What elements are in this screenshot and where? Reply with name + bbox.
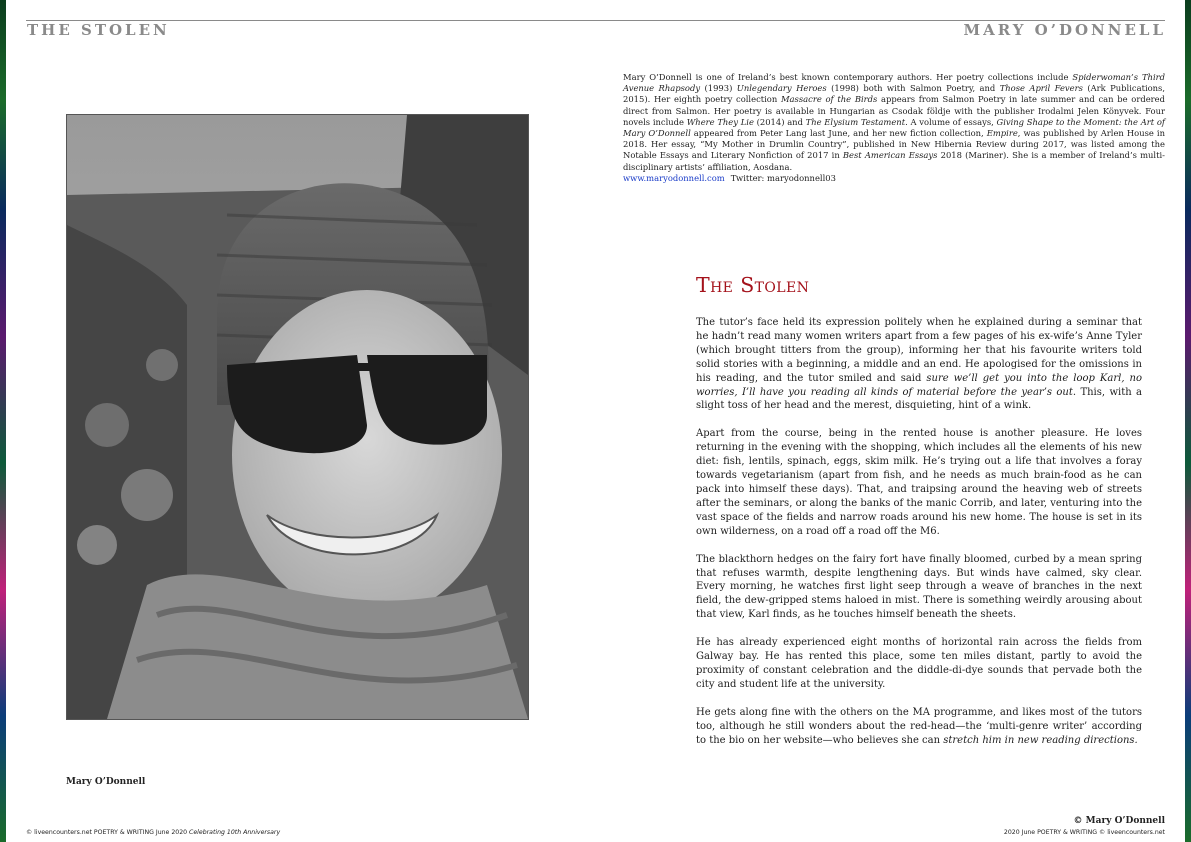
footer-left-text: © liveencounters.net POETRY & WRITING June 2020	[26, 829, 190, 836]
bio-text: Mary O’Donnell is one of Ireland’s best known contemporary authors. Her poetry collections include	[623, 72, 1073, 82]
bio-book-title: Spiderwoman’s Third Avenue Rhapsody	[623, 72, 1165, 94]
photo-caption: Mary O’Donnell	[66, 777, 146, 787]
story-text: He gets along fine with the others on the MA programme, and likes most of the tutors too, although he still wonders about the red-head—the ‘multi-genre writer’ according to the bio on her website—who believes she can	[696, 706, 1142, 746]
story-paragraph: The blackthorn hedges on the fairy fort have finally bloomed, curbed by a mean spring that refuses warmth, despite lengthening days. But winds have calmed, sky clear. Every morning, he watches first light seep through a weave of branches in the next field, the dew-gripped stems haloed in mist. There is something weirdly arousing about that view, Karl finds, as he touches himself beneath the sheets.	[696, 553, 1142, 621]
author-bio	[623, 72, 1165, 184]
story-text: The tutor’s face held its expression politely when he explained during a seminar that he hadn’t read many women writers apart from a few pages of his ex-wife’s Anne Tyler (which brought titters from the group), informing her that his favourite writers told solid stories with a beginning, a middle and an end. He apologised for the omissions in his reading, and the tutor smiled and said	[696, 317, 1142, 384]
bio-book-title: Unlegendary Heroes	[736, 83, 827, 94]
story-italic-text: sure we’ll get you into the loop Karl, no worries, I’ll have you reading all kinds of material before the year’s out	[696, 372, 1142, 398]
left-edge-strip	[0, 0, 6, 842]
story-paragraph: He has already experienced eight months of horizontal rain across the fields from Galway bay. He has rented this place, some ten miles distant, partly to avoid the proximity of constant celebration and the diddle-di-dye sounds that pervade both the city and student life at the university.	[696, 637, 1142, 690]
bio-book-title: Giving Shape to the Moment: the Art of Mary O’Donnell	[623, 116, 1165, 139]
story-paragraph: Apart from the course, being in the rented house is another pleasure. He loves returning in the evening with the shopping, which includes all the elements of his new diet: fish, lentils, spinach, eggs, skim milk. He’s trying out a life that involves a foray towards vegetarianism (apart from fish, and he needs as much brain-food as he can pack into himself these days). That, and traipsing around the heaving web of streets after the seminars, or along the banks of the manic Corrib, and later, venturing into the vast space of the fields and narrow roads around his new home. The house is set in its own wilderness, on a road off a road off the M6.	[696, 428, 1142, 537]
bio-text: appeared from Peter Lang last June, and her new fiction collection,	[690, 128, 987, 139]
bio-book-title: Those April Fevers	[999, 83, 1083, 94]
story-italic-text: stretch him in new reading directions.	[943, 734, 1138, 746]
bio-text: (Ark Publications, 2015). Her eighth poetry collection	[623, 83, 1166, 105]
bio-text: (2014) and	[753, 116, 806, 127]
footer-left-italic: Celebrating 10th Anniversary	[189, 829, 281, 836]
twitter-handle: Twitter: maryodonnell03	[730, 172, 836, 183]
bio-book-title: Where They Lie	[686, 116, 754, 127]
bio-text: . A volume of essays,	[905, 116, 997, 127]
author-photo-image	[67, 115, 528, 719]
bio-text: (1993)	[700, 83, 737, 94]
right-edge-strip	[1185, 0, 1191, 842]
bio-book-title: The Elysium Testament	[805, 116, 906, 127]
footer-right: 2020 June POETRY & WRITING © liveencounters.net	[1003, 829, 1165, 836]
bio-book-title: Empire	[986, 128, 1018, 139]
author-photo	[66, 114, 529, 720]
story-paragraph	[696, 316, 1142, 413]
story-paragraph	[696, 706, 1142, 748]
bio-text: (1998) both with Salmon Poetry, and	[826, 83, 1000, 94]
footer-left	[26, 829, 280, 836]
website-link[interactable]: www.maryodonnell.com	[623, 172, 725, 183]
header-title-left: THE STOLEN	[27, 21, 170, 39]
bio-text: 2018 (Mariner). She is a member of Ireland’s multi-disciplinary artists’ affiliation, Aosdana.	[623, 150, 1165, 172]
header-author-right: MARY O’DONNELL	[963, 21, 1166, 39]
story-text: . This, with a slight toss of her head and the merest, disquieting, hint of a wink.	[696, 386, 1143, 412]
bio-text: , was published by Arlen House in 2018. Her essay, “My Mother in Drumlin Country”, published in New Hibernia Review during 2017, was listed among the Notable Essays and Literary Nonfiction of 2017 in	[623, 128, 1165, 161]
copyright-author: © Mary O’Donnell	[1073, 816, 1165, 826]
story-title: The Stolen	[696, 273, 810, 297]
bio-book-title: Massacre of the Birds	[780, 94, 878, 105]
bio-book-title: Best American Essays	[842, 150, 938, 161]
story-body	[696, 316, 1142, 761]
bio-text: appears from Salmon Poetry in late summer and can be ordered direct from Salmon. Her poetry is available in Hungarian as Csodak földje with the publisher Irodalmi Jelen Könyvek. Four novels include	[623, 94, 1165, 127]
